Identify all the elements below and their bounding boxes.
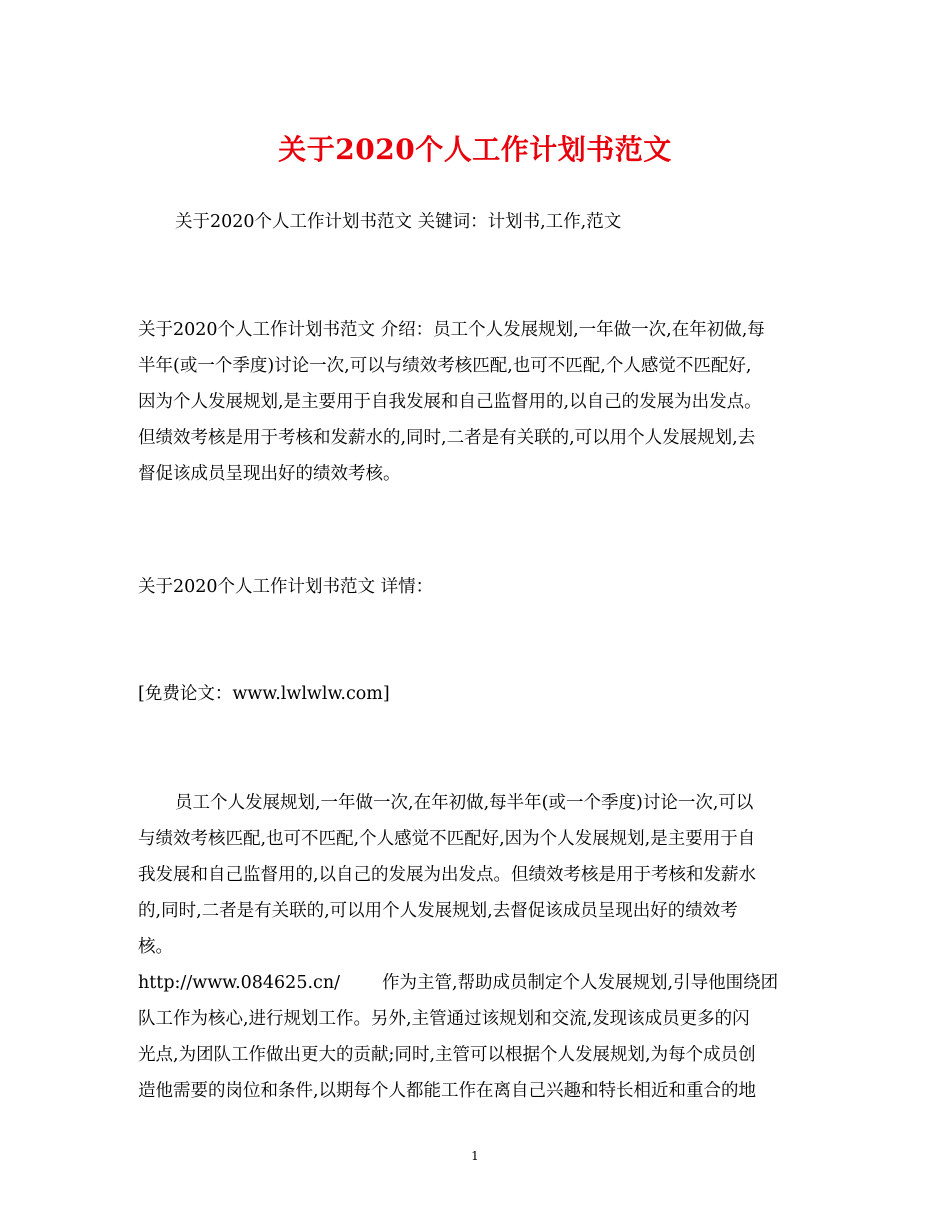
source-line: [免费论文：www.lwlwlw.com] [138, 684, 390, 704]
intro-paragraph [138, 312, 818, 492]
body-line: 光点,为团队工作做出更大的贡献;同时,主管可以根据个人发展规划,为每个成员创 [138, 1045, 756, 1065]
keywords-paragraph [138, 204, 818, 240]
intro-line: 因为个人发展规划,是主要用于自我发展和自己监督用的,以自己的发展为出发点。 [138, 392, 762, 412]
body-line: 我发展和自己监督用的,以自己的发展为出发点。但绩效考核是用于考核和发薪水 [138, 865, 757, 885]
page-number: 1 [471, 1149, 479, 1163]
url-line-rest: 作为主管,帮助成员制定个人发展规划,引导他围绕团 [382, 973, 779, 993]
url-text: http://www.084625.cn/ [138, 973, 340, 993]
body-line: 与绩效考核匹配,也可不匹配,个人感觉不匹配好,因为个人发展规划,是主要用于自 [138, 829, 756, 849]
body-line: 队工作为核心,进行规划工作。另外,主管通过该规划和交流,发现该成员更多的闪 [138, 1009, 750, 1029]
body-line-with-url [138, 965, 818, 1001]
intro-line: 督促该成员呈现出好的绩效考核。 [138, 464, 401, 484]
body-line: 员工个人发展规划,一年做一次,在年初做,每半年(或一个季度)讨论一次,可以 [175, 793, 754, 813]
intro-line: 但绩效考核是用于考核和发薪水的,同时,二者是有关联的,可以用个人发展规划,去 [138, 428, 756, 448]
body-line: 的,同时,二者是有关联的,可以用个人发展规划,去督促该成员呈现出好的绩效考 [138, 901, 738, 921]
keywords-line: 关于2020个人工作计划书范文 关键词：计划书,工作,范文 [175, 212, 622, 232]
document-title: 关于2020个人工作计划书范文 [278, 133, 672, 166]
body-line: 造他需要的岗位和条件,以期每个人都能工作在离自己兴趣和特长相近和重合的地 [138, 1081, 757, 1101]
details-label: 关于2020个人工作计划书范文 详情： [138, 577, 434, 597]
intro-line: 半年(或一个季度)讨论一次,可以与绩效考核匹配,也可不匹配,个人感觉不匹配好, [138, 356, 752, 376]
body-line: 核。 [138, 937, 173, 957]
intro-line: 关于2020个人工作计划书范文 介绍：员工个人发展规划,一年做一次,在年初做,每 [138, 320, 765, 340]
body-paragraph [138, 785, 818, 1109]
